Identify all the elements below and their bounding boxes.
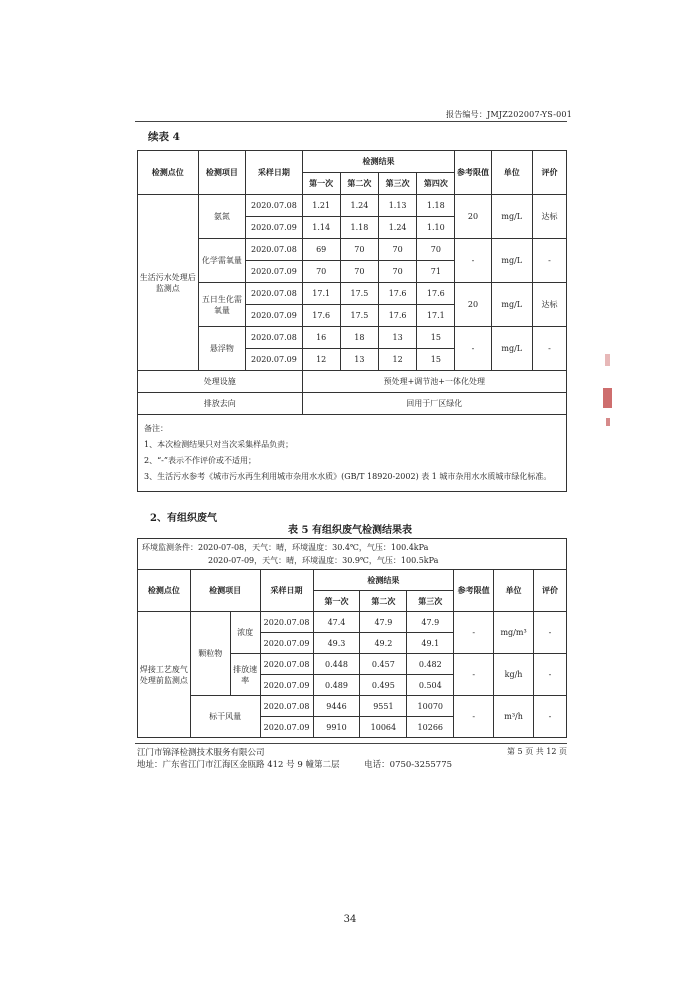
t4-header-round: 第一次 [302, 173, 340, 195]
t5-header-item: 检测项目 [190, 570, 260, 612]
t4-header-round: 第二次 [340, 173, 378, 195]
t4-limit: 20 [455, 195, 491, 239]
t4-value: 1.18 [417, 195, 455, 217]
t4-unit: mg/L [491, 239, 532, 283]
t5-value: 49.2 [360, 633, 407, 654]
table5 [137, 538, 567, 738]
t5-limit: - [454, 654, 494, 696]
stamp-mark [605, 354, 610, 366]
t5-value: 9446 [313, 696, 360, 717]
t4-value: 17.5 [340, 305, 378, 327]
t5-value: 49.3 [313, 633, 360, 654]
stamp-mark [603, 388, 612, 408]
t4-date: 2020.07.08 [246, 239, 302, 261]
t4-header-round: 第三次 [379, 173, 417, 195]
address-line [137, 758, 452, 770]
t5-date: 2020.07.09 [260, 675, 313, 696]
t5-value: 9551 [360, 696, 407, 717]
t5-eval: - [534, 654, 567, 696]
t4-item-name: 悬浮物 [198, 327, 246, 371]
t4-value: 17.1 [302, 283, 340, 305]
t4-header-date: 采样日期 [246, 151, 302, 195]
t4-date: 2020.07.08 [246, 283, 302, 305]
t5-eval: - [534, 612, 567, 654]
t5-header-eval: 评价 [534, 570, 567, 612]
t5-value: 49.1 [407, 633, 454, 654]
t5-header-round: 第三次 [407, 591, 454, 612]
t4-eval: 达标 [532, 195, 566, 239]
t5-date: 2020.07.09 [260, 717, 313, 738]
t4-value: 1.24 [340, 195, 378, 217]
t4-header-results: 检测结果 [302, 151, 455, 173]
t4-eval: 达标 [532, 283, 566, 327]
t4-header-item: 检测项目 [198, 151, 246, 195]
t5-value: 0.495 [360, 675, 407, 696]
t4-limit: 20 [455, 283, 491, 327]
t5-unit: m³/h [494, 696, 534, 738]
table4-title: 续表 4 [148, 131, 180, 143]
note-line: 2、“-”表示不作评价或不适用； [144, 456, 256, 465]
t5-limit: - [454, 612, 494, 654]
table5-title: 表 5 有组织废气检测结果表 [288, 525, 412, 536]
t4-unit: mg/L [491, 327, 532, 371]
t4-value: 69 [302, 239, 340, 261]
t5-unit: kg/h [494, 654, 534, 696]
t5-header-point: 检测点位 [138, 570, 191, 612]
t5-value: 47.9 [360, 612, 407, 633]
t4-value: 15 [417, 327, 455, 349]
t4-value: 16 [302, 327, 340, 349]
footer-divider [135, 743, 567, 744]
header-divider [135, 121, 567, 122]
seal-stamp-edge [597, 352, 619, 437]
t5-pm-label: 颗粒物 [190, 612, 230, 696]
t4-value: 18 [340, 327, 378, 349]
t4-discharge-value: 回用于厂区绿化 [302, 393, 566, 415]
t4-value: 1.14 [302, 217, 340, 239]
t4-limit: - [455, 239, 491, 283]
t4-point-name: 生活污水处理后监测点 [138, 195, 199, 371]
t5-sub-item: 标干风量 [190, 696, 260, 738]
t5-date: 2020.07.09 [260, 633, 313, 654]
t4-item-name: 化学需氧量 [198, 239, 246, 283]
page-info: 第 5 页 共 12 页 [507, 747, 567, 756]
t4-discharge-label: 排放去向 [138, 393, 303, 415]
t4-date: 2020.07.09 [246, 261, 302, 283]
t4-value: 17.6 [417, 283, 455, 305]
t5-eval: - [534, 696, 567, 738]
t4-value: 1.10 [417, 217, 455, 239]
t4-date: 2020.07.09 [246, 305, 302, 327]
t5-value: 0.448 [313, 654, 360, 675]
t4-date: 2020.07.09 [246, 349, 302, 371]
t5-value: 47.9 [407, 612, 454, 633]
t4-facility-value: 预处理+调节池+一体化处理 [302, 371, 566, 393]
t4-value: 70 [379, 261, 417, 283]
t4-item-name: 氨氮 [198, 195, 246, 239]
page-number: 34 [343, 914, 357, 925]
t4-limit: - [455, 327, 491, 371]
t5-date: 2020.07.08 [260, 696, 313, 717]
t4-header-limit: 参考限值 [455, 151, 491, 195]
t4-value: 12 [302, 349, 340, 371]
t4-value: 1.24 [379, 217, 417, 239]
t4-date: 2020.07.09 [246, 217, 302, 239]
t4-value: 70 [340, 239, 378, 261]
t5-value: 9910 [313, 717, 360, 738]
t4-unit: mg/L [491, 195, 532, 239]
t4-eval: - [532, 239, 566, 283]
t5-date: 2020.07.08 [260, 654, 313, 675]
report-number: 报告编号：JMJZ202007-YS-001 [446, 110, 572, 119]
note-line: 1、本次检测结果只对当次采集样品负责； [144, 440, 294, 449]
note-title: 备注： [144, 424, 168, 433]
t5-header-round: 第一次 [313, 591, 360, 612]
t4-item-name: 五日生化需氧量 [198, 283, 246, 327]
t5-header-results: 检测结果 [313, 570, 454, 591]
t5-header-unit: 单位 [494, 570, 534, 612]
t5-sub-item: 浓度 [230, 612, 260, 654]
address: 地址：广东省江门市江海区金瓯路 412 号 9 幢第二层 [137, 760, 340, 770]
t4-facility-label: 处理设施 [138, 371, 303, 393]
t5-sub-item: 排放速率 [230, 654, 260, 696]
t5-value: 0.457 [360, 654, 407, 675]
t4-value: 70 [302, 261, 340, 283]
phone: 电话：0750-3255775 [364, 760, 453, 770]
t4-value: 12 [379, 349, 417, 371]
t5-value: 10266 [407, 717, 454, 738]
t4-value: 1.13 [379, 195, 417, 217]
t4-header-point: 检测点位 [138, 151, 199, 195]
env-line: 2020-07-09，天气：晴，环境温度：30.9℃，气压：100.5kPa [208, 556, 439, 565]
t4-value: 17.6 [379, 305, 417, 327]
t4-value: 70 [379, 239, 417, 261]
t4-value: 13 [379, 327, 417, 349]
t5-value: 10064 [360, 717, 407, 738]
table4 [137, 150, 567, 492]
t5-value: 10070 [407, 696, 454, 717]
t5-header-round: 第二次 [360, 591, 407, 612]
t4-value: 17.1 [417, 305, 455, 327]
t5-value: 47.4 [313, 612, 360, 633]
t5-limit: - [454, 696, 494, 738]
t5-point-name: 焊接工艺废气处理前监测点 [138, 612, 191, 738]
t4-value: 17.5 [340, 283, 378, 305]
t4-value: 17.6 [379, 283, 417, 305]
t4-eval: - [532, 327, 566, 371]
t4-value: 71 [417, 261, 455, 283]
t4-header-unit: 单位 [491, 151, 532, 195]
t4-unit: mg/L [491, 283, 532, 327]
t4-date: 2020.07.08 [246, 195, 302, 217]
section-heading: 2、有组织废气 [150, 513, 217, 524]
t4-value: 1.18 [340, 217, 378, 239]
t4-header-eval: 评价 [532, 151, 566, 195]
t4-date: 2020.07.08 [246, 327, 302, 349]
t5-date: 2020.07.08 [260, 612, 313, 633]
t4-header-round: 第四次 [417, 173, 455, 195]
t4-value: 70 [417, 239, 455, 261]
t4-value: 17.6 [302, 305, 340, 327]
t5-value: 0.489 [313, 675, 360, 696]
t4-value: 15 [417, 349, 455, 371]
t5-value: 0.482 [407, 654, 454, 675]
t5-unit: mg/m³ [494, 612, 534, 654]
note-line: 3、生活污水参考《城市污水再生利用城市杂用水水质》(GB/T 18920-2002) 表 1 城市杂用水水质城市绿化标准。 [144, 472, 552, 481]
t4-value: 70 [340, 261, 378, 283]
t4-value: 1.21 [302, 195, 340, 217]
t5-env-conditions [138, 539, 567, 570]
t4-value: 13 [340, 349, 378, 371]
t5-value: 0.504 [407, 675, 454, 696]
t4-notes [138, 415, 567, 492]
t5-header-limit: 参考限值 [454, 570, 494, 612]
env-line: 环境监测条件：2020-07-08，天气：晴，环境温度：30.4℃，气压：100.4kPa [142, 543, 429, 552]
stamp-mark [606, 418, 610, 426]
company-name: 江门市锦泽检测技术服务有限公司 [137, 748, 265, 758]
t5-header-date: 采样日期 [260, 570, 313, 612]
